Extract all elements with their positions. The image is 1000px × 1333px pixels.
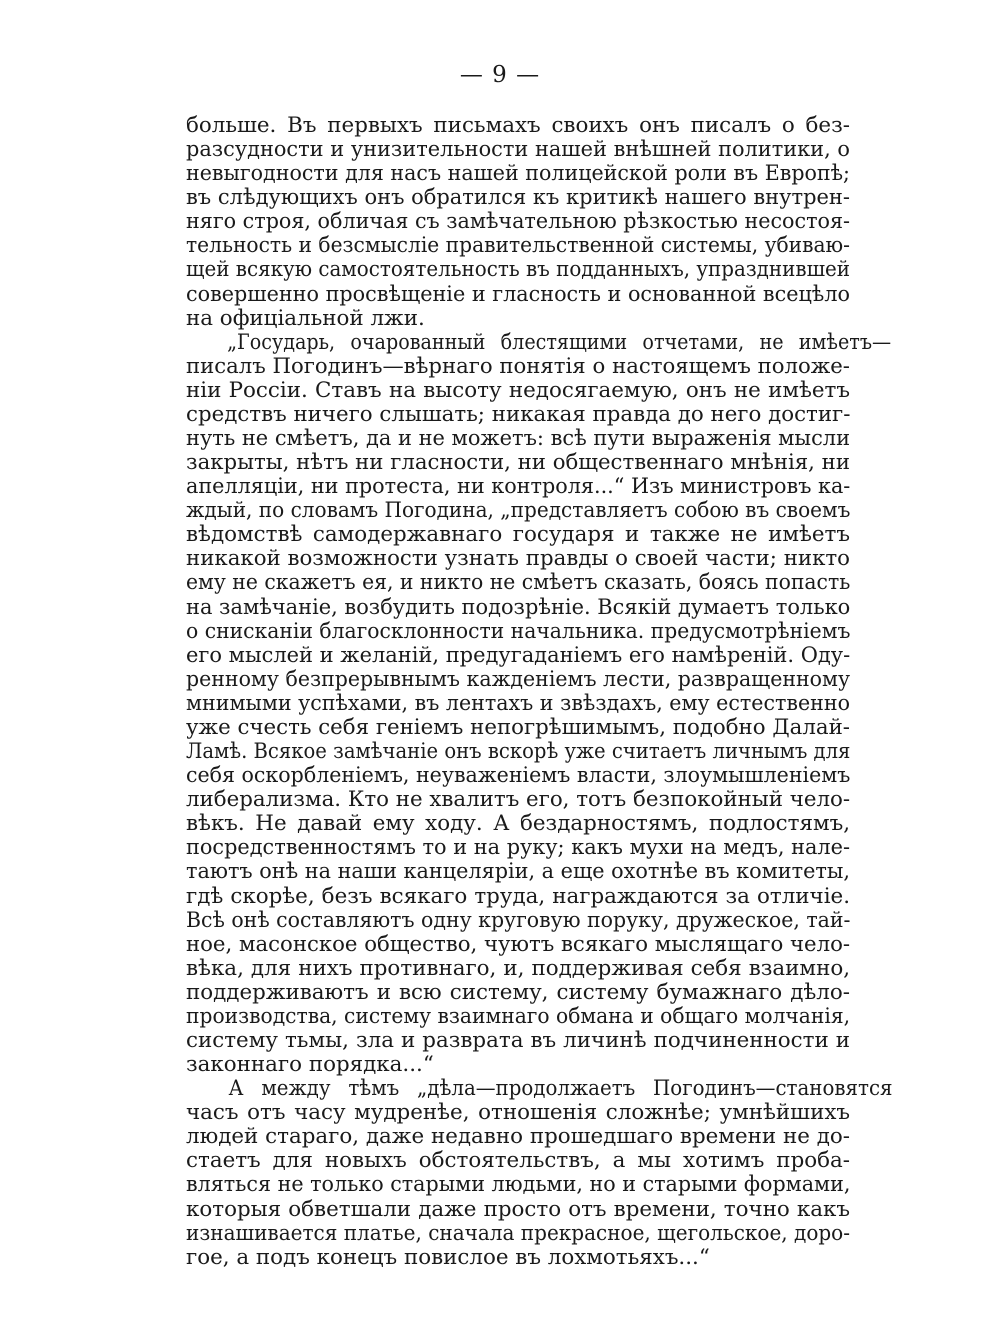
text-line: на замѣчанie, возбудить подозрѣнie. Всякiй думаетъ только xyxy=(186,594,851,620)
paragraph xyxy=(186,1076,893,1270)
text-line: въ слѣдующихъ онъ обратился къ критикѣ нашего внутрен- xyxy=(186,185,851,211)
body-text xyxy=(186,113,893,1270)
text-line: А между тѣмъ „дѣла—продолжаетъ Погодинъ—становятся xyxy=(228,1076,893,1102)
text-line: людей стараго, даже недавно прошедшаго времени не до- xyxy=(186,1124,850,1150)
text-line: апелляцiи, ни протеста, ни контроля...“ Изъ министровъ ка- xyxy=(186,474,851,500)
text-line: щей всякую самостоятельность въ подданныхъ, упразднившей xyxy=(186,257,851,283)
text-line: гдѣ скорѣе, безъ всякаго труда, награждаются за отличie. xyxy=(186,883,850,909)
text-line: „Государь, очарованный блестящими отчетами, не имѣетъ— xyxy=(227,329,892,355)
paragraph xyxy=(186,329,892,1078)
text-line: Ламѣ. Всякое замѣчанie онъ вскорѣ уже считаетъ личнымъ для xyxy=(186,739,851,765)
text-line: часъ отъ часу мудренѣе, отношенiя сложнѣе; умнѣйшихъ xyxy=(186,1100,850,1126)
text-line: вѣка, для нихъ противнаго, и, поддерживая себя взаимно, xyxy=(186,955,850,981)
text-line: производства, систему взаимнаго обмана и общаго молчанiя, xyxy=(186,1003,851,1029)
paragraph xyxy=(186,114,850,331)
text-line: законнаго порядка...“ xyxy=(186,1052,434,1078)
text-line: которыя обветшали даже просто отъ времени, точно какъ xyxy=(186,1196,850,1222)
text-line: о снисканiи благосклонности начальника. предусмотрѣнiемъ xyxy=(186,618,851,644)
text-line: систему тьмы, зла и разврата въ личинѣ подчиненности и xyxy=(186,1027,850,1053)
text-line: средствъ ничего слышать; никакая правда до него достиг- xyxy=(186,401,851,427)
text-line: больше. Въ первыхъ письмахъ своихъ онъ писалъ о без- xyxy=(186,113,850,138)
text-line: поддерживаютъ и всю систему, систему бумажнаго дѣло- xyxy=(186,979,850,1005)
text-line: разсудности и унизительности нашей внѣшней политики, о xyxy=(186,137,850,163)
text-line: невыгодности для насъ нашей полицейской роли въ Европѣ; xyxy=(186,161,850,187)
text-line: уже счесть себя генiемъ непогрѣшимымъ, подобно Далай- xyxy=(186,714,850,740)
text-line: вѣкъ. Не давай ему ходу. А бездарностямъ, подлостямъ, xyxy=(186,811,850,837)
text-line: тельность и безсмыслie правительственной системы, убиваю- xyxy=(186,233,850,259)
text-line: вляться не только старыми людьми, но и старыми формами, xyxy=(186,1172,851,1198)
text-line: няго строя, обличая съ замѣчательною рѣзкостью несостоя- xyxy=(186,209,851,235)
text-line: мнимыми успѣхами, въ лентахъ и звѣздахъ, ему естественно xyxy=(186,690,850,716)
text-line: вѣдомствѣ самодержавнаго государя и также не имѣетъ xyxy=(186,522,850,548)
text-line: гое, а подъ конецъ повислое въ лохмотьяхъ...“ xyxy=(186,1244,710,1270)
text-line: посредственностямъ то и на руку; какъ мухи на медъ, нале- xyxy=(186,835,850,861)
text-line: изнашивается платье, сначала прекрасное, щегольское, доро- xyxy=(186,1220,850,1246)
text-line: его мыслей и желанiй, предугаданiемъ его намѣренiй. Оду- xyxy=(186,642,851,668)
text-line: ему не скажетъ ея, и никто не смѣетъ сказать, боясь попасть xyxy=(186,570,851,596)
text-line: ренному безпрерывнымъ кажденiемъ лести, развращенному xyxy=(186,666,851,692)
text-line: на офицiальной лжи. xyxy=(186,305,425,331)
text-line: писалъ Погодинъ—вѣрнаго понятiя о настоящемъ положе- xyxy=(186,353,850,379)
page-number: — 9 — xyxy=(459,62,541,88)
text-line: ждый, по словамъ Погодина, „представляетъ собою въ своемъ xyxy=(186,498,851,524)
text-line: совершенно просвѣщенie и гласность и основанной всецѣло xyxy=(186,281,850,307)
text-line: нуть не смѣетъ, да и не можетъ: всѣ пути выраженiя мысли xyxy=(186,426,851,452)
text-line: нiи Россiи. Ставъ на высоту недосягаемую, онъ не имѣетъ xyxy=(186,377,850,403)
text-line: Всѣ онѣ составляютъ одну круговую поруку, дружеское, тай- xyxy=(186,907,851,933)
text-line: либерализма. Кто не хвалитъ его, тотъ безпокойный чело- xyxy=(186,787,851,813)
text-line: стаетъ для новыхъ обстоятельствъ, а мы хотимъ проба- xyxy=(186,1148,850,1174)
text-line: себя оскорбленiемъ, неуваженiемъ власти, злоумышленiемъ xyxy=(186,763,851,789)
text-line: никакой возможности узнать правды о своей части; никто xyxy=(186,546,850,572)
text-line: таютъ онѣ на наши канцелярiи, а еще охотнѣе въ комитеты, xyxy=(186,859,851,885)
text-line: ное, масонское общество, чуютъ всякаго мыслящаго чело- xyxy=(186,931,851,957)
text-line: закрыты, нѣтъ ни гласности, ни общественнаго мнѣнiя, ни xyxy=(186,450,850,476)
